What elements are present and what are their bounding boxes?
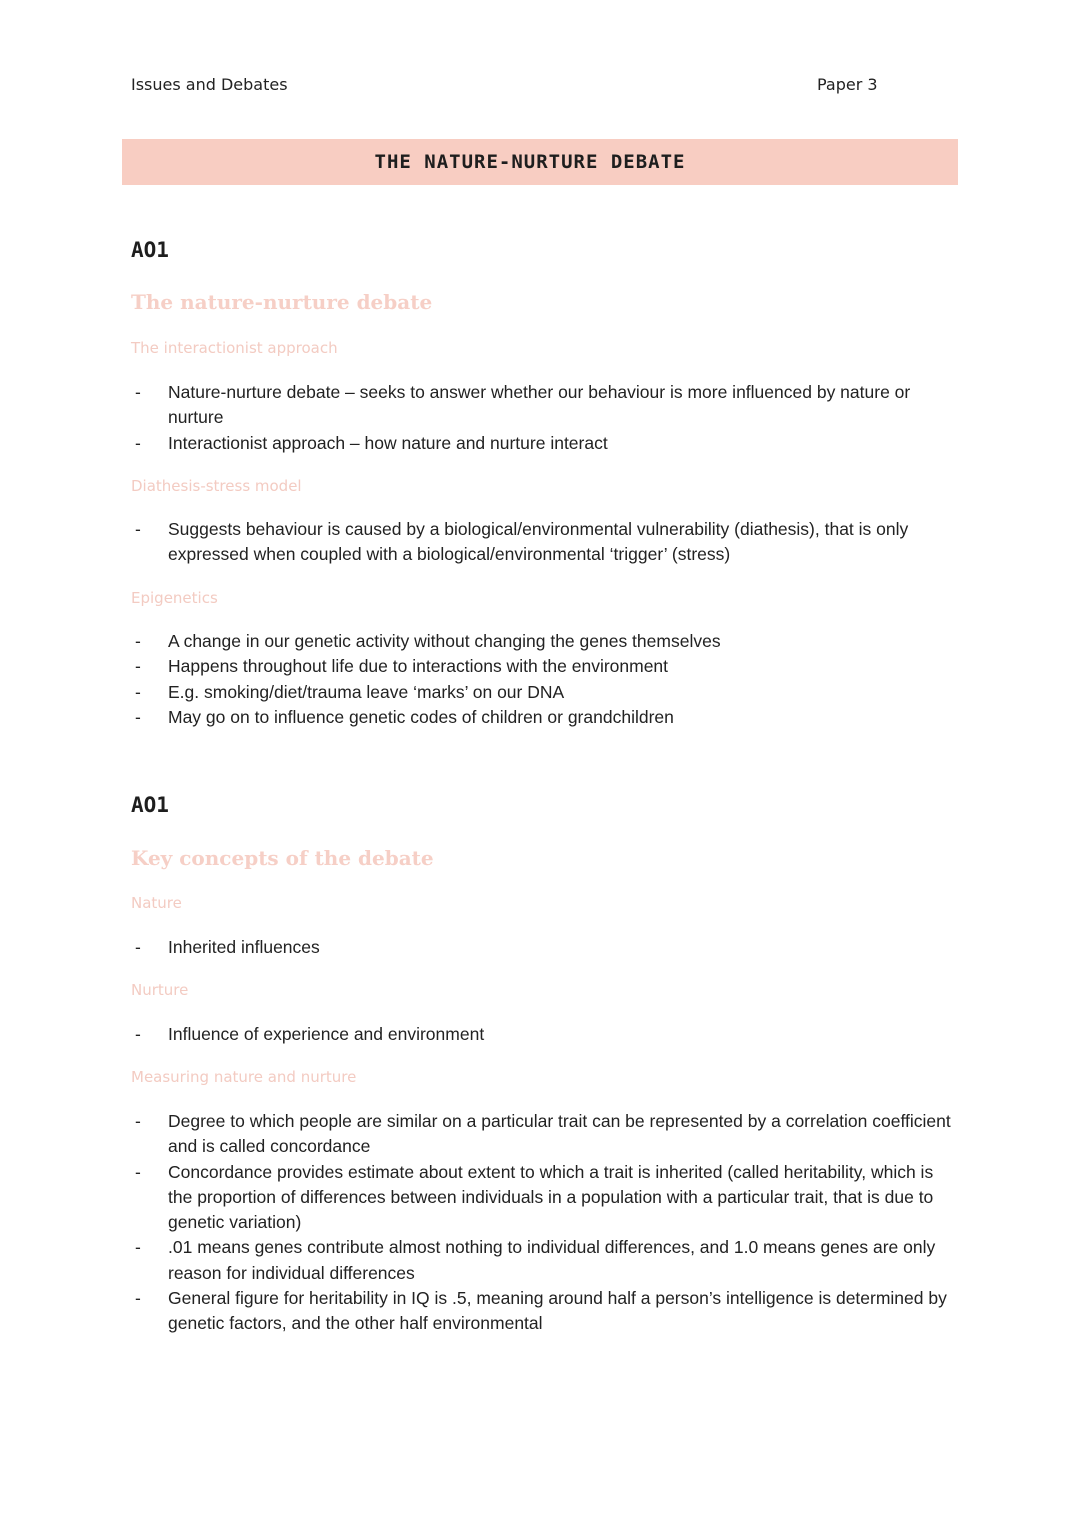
- list-item: - Suggests behaviour is caused by a biological/environmental vulnerability (diathesis), that is only expressed when coupled with a biological/environmental ‘trigger’ (stress): [131, 517, 961, 568]
- subsection-title: Nurture: [131, 981, 189, 999]
- bullet-list: [131, 380, 961, 456]
- subsection-title: Nature: [131, 894, 182, 912]
- page-title: THE NATURE-NURTURE DEBATE: [374, 151, 686, 173]
- list-item: - E.g. smoking/diet/trauma leave ‘marks’ on our DNA: [131, 680, 961, 705]
- page-header-left: Issues and Debates: [131, 75, 288, 94]
- section-heading: Key concepts of the debate: [131, 846, 434, 870]
- list-item: - Degree to which people are similar on a particular trait can be represented by a correlation coefficient and is called concordance: [131, 1109, 961, 1160]
- bullet-list: [131, 517, 961, 568]
- section-heading: The nature-nurture debate: [131, 290, 433, 314]
- bullet-list: [131, 935, 961, 960]
- subsection-title: The interactionist approach: [131, 339, 338, 357]
- list-item: - Nature-nurture debate – seeks to answer whether our behaviour is more influenced by nature or nurture: [131, 380, 961, 431]
- ao-label: AO1: [131, 793, 169, 817]
- bullet-list: [131, 1022, 961, 1047]
- list-item: - May go on to influence genetic codes of children or grandchildren: [131, 705, 961, 730]
- subsection-title: Measuring nature and nurture: [131, 1068, 357, 1086]
- bullet-list: [131, 629, 961, 730]
- subsection-title: Epigenetics: [131, 589, 218, 607]
- list-item: - Influence of experience and environment: [131, 1022, 961, 1047]
- list-item: - .01 means genes contribute almost nothing to individual differences, and 1.0 means genes are only reason for individual differences: [131, 1235, 961, 1286]
- list-item: - Happens throughout life due to interactions with the environment: [131, 654, 961, 679]
- list-item: - General figure for heritability in IQ is .5, meaning around half a person’s intelligence is determined by genetic factors, and the other half environmental: [131, 1286, 961, 1337]
- title-banner: [122, 139, 958, 185]
- list-item: - Concordance provides estimate about extent to which a trait is inherited (called heritability, which is the proportion of differences between individuals in a population with a particular trait, that is due to genetic variation): [131, 1160, 961, 1236]
- list-item: - Inherited influences: [131, 935, 961, 960]
- bullet-list: [131, 1109, 961, 1337]
- list-item: - A change in our genetic activity without changing the genes themselves: [131, 629, 961, 654]
- ao-label: AO1: [131, 238, 169, 262]
- subsection-title: Diathesis-stress model: [131, 477, 302, 495]
- page-header-right: Paper 3: [817, 75, 878, 94]
- list-item: - Interactionist approach – how nature and nurture interact: [131, 431, 961, 456]
